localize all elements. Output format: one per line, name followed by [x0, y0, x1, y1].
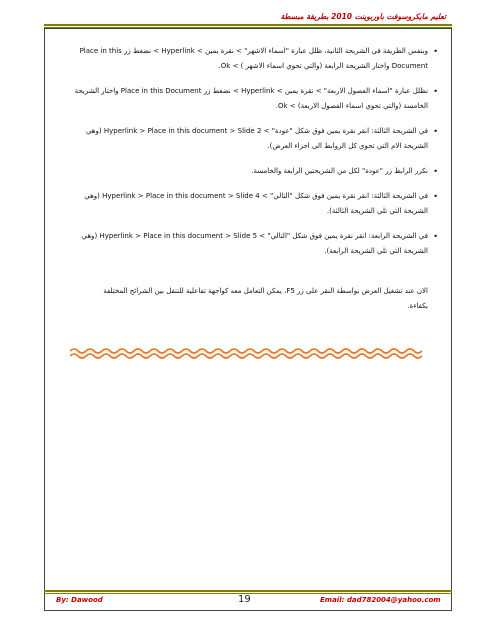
list-item	[60, 84, 438, 114]
wave-divider	[70, 346, 422, 360]
list-item	[60, 164, 438, 179]
bullet-icon: •	[433, 47, 438, 56]
list-item-text: في الشريحة الرابعة: انقر نقرة يمين فوق شكل "التالي" > Hyperlink > Place in this document > Slide 5 (وهي الشريحة التي تلي الشريحة الرابعة).	[81, 232, 428, 255]
header-rule-thin	[44, 27, 452, 28]
list-item-text: نظلل عبارة "اسماء الفصول الاربعة" > نقرة يمين > Hyperlink > نضغط زر Place in this Document واختار الشريحة الخامسة (والتي تحوي اسماء الفصول الاربعة) > Ok.	[74, 87, 428, 110]
header-title: تعليم مايكروسوفت باوربوينت 2010 بطريقة مبسطة	[280, 12, 446, 21]
list-item	[60, 124, 438, 154]
footer-author: By: Dawood	[56, 596, 103, 604]
list-item	[60, 44, 438, 74]
bullet-icon: •	[433, 87, 438, 96]
list-item-text: في الشريحة الثالثة: انقر نقرة يمين فوق شكل "التالي" > Hyperlink > Place in this document > Slide 4 (وهي الشريحة التي تلي الشريحة الثالثة).	[84, 192, 428, 215]
list-item-text: في الشريحة الثالثة: انقر نقرة يمين فوق شكل "عودة" > Hyperlink > Place in this document > Slide 2 (وهي الشريحة الام التي تحوي كل الروابط الى اجزاء العرض).	[85, 127, 428, 150]
list-item	[60, 189, 438, 219]
bullet-icon: •	[433, 167, 438, 176]
header-rule	[44, 24, 452, 26]
instruction-list	[60, 44, 438, 269]
bullet-icon: •	[433, 192, 438, 201]
list-item-text: نكرر الرابط زر "عودة" لكل من الشريحتين الرابعة والخامسة.	[251, 167, 428, 175]
list-item-text: وبنفس الطريقة في الشريحة الثانية، ظلل عبارة "اسماء الاشهر" > نقرة يمين > Hyperlink > نضغط زر Place in this Document واختار الشريحة الرابعة (والتي تحوي اسماء الاشهر ) > Ok.	[79, 47, 428, 70]
list-item	[60, 229, 438, 259]
closing-paragraph: الان عند تشغيل العرض بواسطة النقر على زر F5، يمكن التعامل معه كواجهة تفاعلية للتنقل بين الشرائح المختلفة بكفاءة.	[103, 287, 428, 310]
bullet-icon: •	[433, 232, 438, 241]
footer-email: Email: dad782004@yahoo.com	[320, 596, 441, 604]
page-number: 19	[238, 594, 251, 605]
footer-rule	[44, 590, 452, 592]
bullet-icon: •	[433, 127, 438, 136]
